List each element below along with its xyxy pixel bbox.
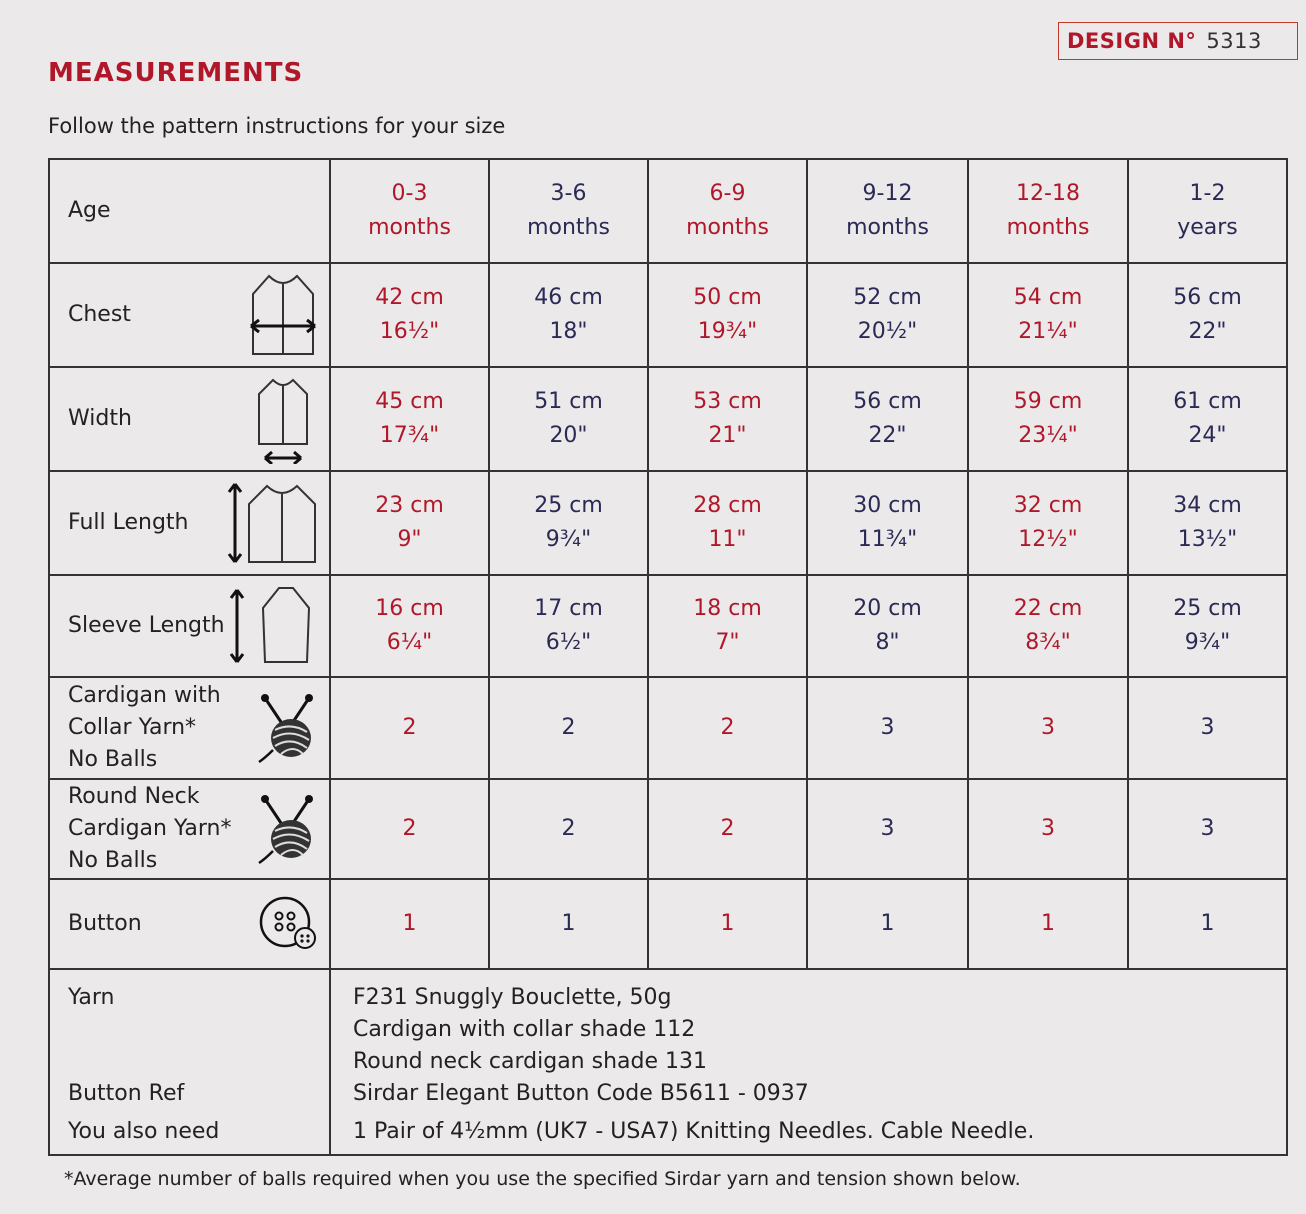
- materials-info-cell: [330, 969, 1287, 1155]
- label-line: Round Neck: [68, 784, 200, 809]
- size-header: [807, 159, 968, 263]
- size-header: [1128, 159, 1287, 263]
- design-number-box: [1058, 22, 1298, 60]
- collar-yarn-label: [68, 680, 221, 776]
- table-row-full-length: [49, 471, 1287, 575]
- cm-value: 16 cm: [375, 596, 444, 621]
- inch-value: 22": [1188, 319, 1227, 344]
- round-neck-yarn-cell: 3: [1128, 779, 1287, 879]
- round-neck-yarn-cell: 2: [648, 779, 807, 879]
- round-neck-yarn-label: [68, 781, 231, 877]
- round-neck-yarn-cell: 3: [968, 779, 1128, 879]
- size-unit: months: [368, 215, 451, 240]
- age-label: Age: [68, 198, 111, 223]
- full-length-cell: [807, 471, 968, 575]
- cardigan-width-icon: [247, 374, 319, 464]
- full-length-label: Full Length: [68, 510, 189, 535]
- size-range: 3-6: [550, 181, 587, 206]
- sleeve-length-icon: [229, 584, 319, 668]
- inch-value: 18": [549, 319, 588, 344]
- design-number: 5313: [1206, 29, 1262, 53]
- full-length-label-cell: [49, 471, 330, 575]
- cm-value: 34 cm: [1173, 493, 1242, 518]
- inch-value: 21": [708, 423, 747, 448]
- chest-label-cell: [49, 263, 330, 367]
- button-ref-value: Sirdar Elegant Button Code B5611 - 0937: [353, 1081, 809, 1106]
- button-cell: 1: [489, 879, 648, 969]
- width-cell: [330, 367, 489, 471]
- page-title: MEASUREMENTS: [48, 58, 304, 88]
- sleeve-length-cell: [330, 575, 489, 677]
- cm-value: 46 cm: [534, 285, 603, 310]
- inch-value: 9¾": [545, 527, 592, 552]
- cardigan-chest-icon: [247, 270, 319, 360]
- sleeve-length-cell: [807, 575, 968, 677]
- width-label-cell: [49, 367, 330, 471]
- age-label-cell: [49, 159, 330, 263]
- chest-label: Chest: [68, 302, 131, 327]
- table-row-button: [49, 879, 1287, 969]
- full-length-cell: [330, 471, 489, 575]
- cm-value: 53 cm: [693, 389, 762, 414]
- inch-value: 23¼": [1018, 423, 1078, 448]
- cm-value: 61 cm: [1173, 389, 1242, 414]
- size-range: 0-3: [391, 181, 428, 206]
- table-row-age: [49, 159, 1287, 263]
- size-range: 6-9: [709, 181, 746, 206]
- round-neck-yarn-cell: 2: [330, 779, 489, 879]
- full-length-cell: [1128, 471, 1287, 575]
- cm-value: 45 cm: [375, 389, 444, 414]
- size-range: 1-2: [1189, 181, 1226, 206]
- button-label-cell: [49, 879, 330, 969]
- cm-value: 51 cm: [534, 389, 603, 414]
- cm-value: 22 cm: [1013, 596, 1083, 621]
- table-row-materials: [49, 969, 1287, 1155]
- yarn-line: Cardigan with collar shade 112: [353, 1017, 696, 1042]
- materials-labels-cell: [49, 969, 330, 1155]
- label-line: Collar Yarn*: [68, 715, 197, 740]
- button-ref-label: Button Ref: [68, 1081, 185, 1106]
- table-row-width: [49, 367, 1287, 471]
- button-label: Button: [68, 911, 142, 936]
- footnote: *Average number of balls required when you use the specified Sirdar yarn and tension shown below.: [64, 1168, 1021, 1190]
- chest-cell: [330, 263, 489, 367]
- collar-yarn-label-cell: [49, 677, 330, 779]
- yarn-ball-icon: [257, 692, 319, 764]
- cm-value: 56 cm: [853, 389, 922, 414]
- button-cell: 1: [648, 879, 807, 969]
- width-label: Width: [68, 406, 132, 431]
- label-line: No Balls: [68, 848, 158, 873]
- cm-value: 50 cm: [693, 285, 762, 310]
- button-icon: [257, 894, 319, 954]
- button-cell: 1: [807, 879, 968, 969]
- cm-value: 59 cm: [1013, 389, 1083, 414]
- inch-value: 17¾": [379, 423, 440, 448]
- chest-cell: [1128, 263, 1287, 367]
- button-cell: 1: [968, 879, 1128, 969]
- button-cell: 1: [330, 879, 489, 969]
- inch-value: 8¾": [1025, 630, 1071, 655]
- sleeve-length-cell: [648, 575, 807, 677]
- size-unit: months: [527, 215, 610, 240]
- table-row-chest: [49, 263, 1287, 367]
- inch-value: 19¾": [697, 319, 758, 344]
- cm-value: 42 cm: [375, 285, 444, 310]
- size-header: [648, 159, 807, 263]
- intro-text: Follow the pattern instructions for your size: [48, 114, 506, 138]
- size-header: [968, 159, 1128, 263]
- yarn-label: Yarn: [68, 985, 115, 1010]
- round-neck-yarn-cell: 3: [807, 779, 968, 879]
- also-need-label: You also need: [68, 1119, 220, 1144]
- full-length-cell: [648, 471, 807, 575]
- full-length-cell: [968, 471, 1128, 575]
- inch-value: 9": [397, 527, 422, 552]
- yarn-line: F231 Snuggly Bouclette, 50g: [353, 985, 672, 1010]
- label-line: No Balls: [68, 747, 158, 772]
- collar-yarn-cell: 3: [968, 677, 1128, 779]
- width-cell: [807, 367, 968, 471]
- width-cell: [489, 367, 648, 471]
- inch-value: 21¼": [1018, 319, 1078, 344]
- cm-value: 52 cm: [853, 285, 922, 310]
- size-range: 9-12: [862, 181, 913, 206]
- full-length-cell: [489, 471, 648, 575]
- button-cell: 1: [1128, 879, 1287, 969]
- cm-value: 56 cm: [1173, 285, 1242, 310]
- cm-value: 32 cm: [1013, 493, 1083, 518]
- inch-value: 13½": [1177, 527, 1238, 552]
- cm-value: 30 cm: [853, 493, 922, 518]
- size-unit: years: [1177, 215, 1238, 240]
- inch-value: 8": [875, 630, 900, 655]
- inch-value: 6¼": [386, 630, 433, 655]
- chest-cell: [489, 263, 648, 367]
- chest-cell: [968, 263, 1128, 367]
- cm-value: 23 cm: [375, 493, 444, 518]
- cardigan-length-icon: [227, 478, 319, 568]
- yarn-ball-icon: [257, 793, 319, 865]
- measurements-table: [48, 158, 1288, 1156]
- size-unit: months: [686, 215, 769, 240]
- sleeve-length-label-cell: [49, 575, 330, 677]
- size-header: [330, 159, 489, 263]
- collar-yarn-cell: 3: [807, 677, 968, 779]
- inch-value: 12½": [1018, 527, 1078, 552]
- chest-cell: [648, 263, 807, 367]
- chest-cell: [807, 263, 968, 367]
- collar-yarn-cell: 2: [330, 677, 489, 779]
- size-range: 12-18: [1016, 181, 1080, 206]
- table-row-sleeve-length: [49, 575, 1287, 677]
- inch-value: 11¾": [857, 527, 918, 552]
- cm-value: 54 cm: [1013, 285, 1083, 310]
- inch-value: 20": [549, 423, 588, 448]
- size-unit: months: [846, 215, 929, 240]
- round-neck-yarn-label-cell: [49, 779, 330, 879]
- table-row-collar-yarn: [49, 677, 1287, 779]
- width-cell: [968, 367, 1128, 471]
- cm-value: 25 cm: [534, 493, 603, 518]
- cm-value: 18 cm: [693, 596, 762, 621]
- sleeve-length-cell: [489, 575, 648, 677]
- sleeve-length-cell: [968, 575, 1128, 677]
- cm-value: 28 cm: [693, 493, 762, 518]
- design-label: DESIGN N°: [1067, 29, 1197, 53]
- inch-value: 9¾": [1184, 630, 1231, 655]
- label-line: Cardigan with: [68, 683, 221, 708]
- sleeve-length-label: Sleeve Length: [68, 613, 225, 638]
- sleeve-length-cell: [1128, 575, 1287, 677]
- inch-value: 24": [1188, 423, 1227, 448]
- inch-value: 6½": [545, 630, 592, 655]
- yarn-line: Round neck cardigan shade 131: [353, 1049, 707, 1074]
- size-header: [489, 159, 648, 263]
- also-need-value: 1 Pair of 4½mm (UK7 - USA7) Knitting Needles. Cable Needle.: [353, 1119, 1035, 1144]
- inch-value: 7": [715, 630, 740, 655]
- width-cell: [1128, 367, 1287, 471]
- cm-value: 25 cm: [1173, 596, 1242, 621]
- size-unit: months: [1006, 215, 1090, 240]
- collar-yarn-cell: 2: [648, 677, 807, 779]
- cm-value: 17 cm: [534, 596, 603, 621]
- inch-value: 16½": [379, 319, 440, 344]
- inch-value: 22": [868, 423, 907, 448]
- round-neck-yarn-cell: 2: [489, 779, 648, 879]
- width-cell: [648, 367, 807, 471]
- inch-value: 20½": [857, 319, 918, 344]
- table-row-round-neck-yarn: [49, 779, 1287, 879]
- label-line: Cardigan Yarn*: [68, 816, 232, 841]
- collar-yarn-cell: 3: [1128, 677, 1287, 779]
- collar-yarn-cell: 2: [489, 677, 648, 779]
- inch-value: 11": [708, 527, 747, 552]
- cm-value: 20 cm: [853, 596, 922, 621]
